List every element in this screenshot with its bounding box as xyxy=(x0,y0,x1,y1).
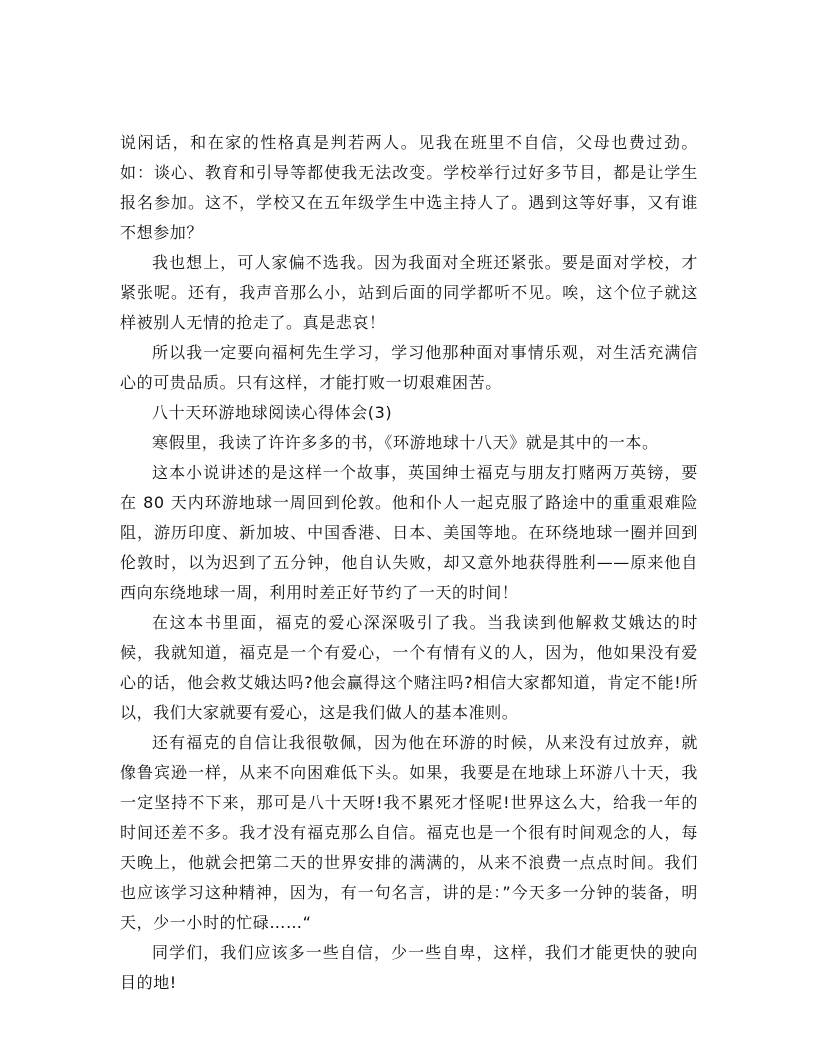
paragraph-continuation: 说闲话，和在家的性格真是判若两人。见我在班里不自信，父母也费过劲。如：谈心、教育和引导等都使我无法改变。学校举行过好多节目，都是让学生报名参加。这不，学校又在五年级学生中选主持人了。遇到这等好事，又有谁不想参加？ xyxy=(120,133,698,242)
paragraph-conclusion: 同学们，我们应该多一些自信，少一些自卑，这样，我们才能更快的驶向目的地! xyxy=(120,943,698,992)
paragraph-not-selected: 我也想上，可人家偏不选我。因为我面对全班还紧张。要是面对学校，才紧张呢。还有，我声音那么小，站到后面的同学都听不见。唉，这个位子就这样被别人无情的抢走了。真是悲哀！ xyxy=(120,253,698,332)
paragraph-learn-from-fogg: 所以我一定要向福柯先生学习，学习他那种面对事情乐观，对生活充满信心的可贵品质。只有这样，才能打败一切艰难困苦。 xyxy=(120,343,698,392)
paragraph-winter-reading: 寒假里，我读了许许多多的书，《环游地球十八天》就是其中的一本。 xyxy=(152,433,659,452)
section-heading: 八十天环游地球阅读心得体会(3) xyxy=(152,403,393,422)
document-body xyxy=(120,128,698,998)
paragraph-kindness: 在这本书里面，福克的爱心深深吸引了我。当我读到他解救艾娥达的时候，我就知道，福克是一个有爱心，一个有情有义的人，因为，他如果没有爱心的话，他会救艾娥达吗?他会赢得这个赌注吗?相信大家都知道，肯定不能!所以，我们大家就要有爱心，这是我们做人的基本准则。 xyxy=(120,613,698,722)
paragraph-story-summary: 这本小说讲述的是这样一个故事，英国绅士福克与朋友打赌两万英镑，要在 80 天内环游地球一周回到伦敦。他和仆人一起克服了路途中的重重艰难险阻，游历印度、新加坡、中国香港、日本、美国等地。在环绕地球一圈并回到伦敦时，以为迟到了五分钟，他自认失败，却又意外地获得胜利——原来他自西向东绕地球一周，利用时差正好节约了一天的时间！ xyxy=(120,463,698,602)
paragraph-confidence: 还有福克的自信让我很敬佩，因为他在环游的时候，从来没有过放弃，就像鲁宾逊一样，从来不向困难低下头。如果，我要是在地球上环游八十天，我一定坚持不下来，那可是八十天呀!我不累死才怪呢!世界这么大，给我一年的时间还差不多。我才没有福克那么自信。福克也是一个很有时间观念的人，每天晚上，他就会把第二天的世界安排的满满的，从来不浪费一点点时间。我们也应该学习这种精神，因为，有一句名言，讲的是：”今天多一分钟的装备，明天，少一小时的忙碌……“ xyxy=(120,733,698,932)
